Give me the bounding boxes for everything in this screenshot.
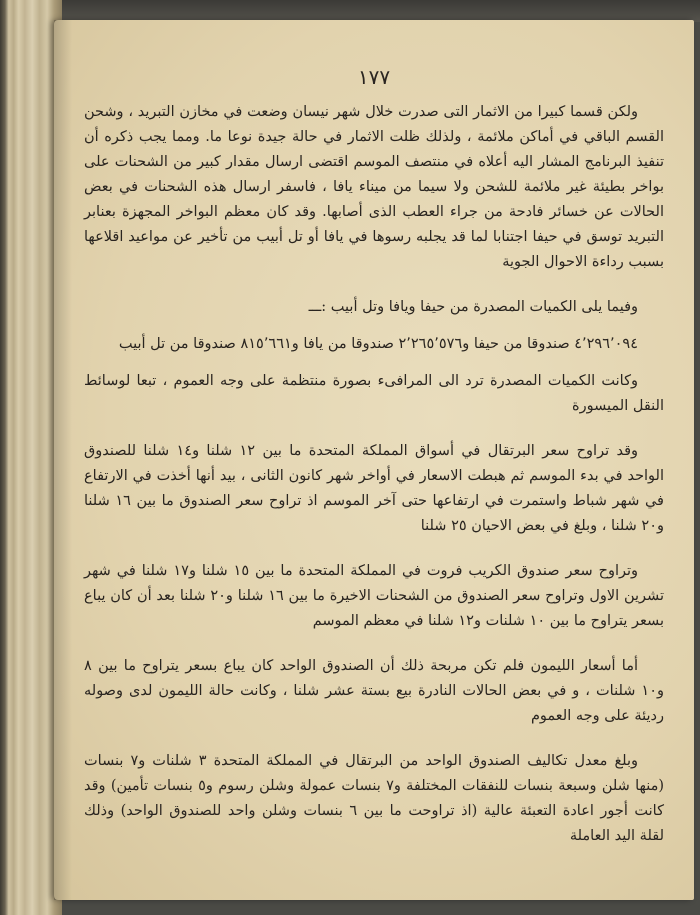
book-page-edges (0, 0, 62, 915)
paragraph-orange-prices: وقد تراوح سعر البرتقال في أسواق المملكة المتحدة ما بين ١٢ شلنا و١٤ شلنا للصندوق الواحد في بدء الموسم ثم هبطت الاسعار في أواخر شهر كانون الثانى ، بيد أنها أخذت في الارتفاع في شهر شباط واستمرت في ارتفاعها حتى آخر الموسم اذ تراوح سعر الصندوق ما بين ١٦ شلنا و٢٠ شلنا ، وبلغ في بعض الاحيان ٢٥ شلنا (84, 443, 664, 534)
paragraph-costs: وبلغ معدل تكاليف الصندوق الواحد من البرتقال في المملكة المتحدة ٣ شلنات و٧ بنسات (منها شلن وسبعة بنسات للنفقات المختلفة و٧ بنسات عمولة وشلن رسوم و٥ بنسات تأمين) وقد كانت أجور اعادة التعبئة عالية (اذ تراوحت ما بين ٦ بنسات وشلن واحد للصندوق الواحد) وذلك لقلة اليد العاملة (84, 753, 664, 844)
binding-top (0, 0, 700, 22)
book-page (54, 20, 694, 900)
paragraph-grapefruit-prices: وتراوح سعر صندوق الكريب فروت في المملكة المتحدة ما بين ١٥ شلنا و١٧ شلنا في شهر تشرين الاول وتراوح سعر الصندوق من الشحنات الاخيرة ما بين ١٦ شلنا و٢٠ شلنا بعد أن كان يباع بسعر يتراوح ما بين ١٠ شلنات و١٢ شلنا في معظم الموسم (84, 563, 664, 629)
page-number: ١٧٧ (357, 65, 391, 89)
paragraph-lemon-prices: أما أسعار الليمون فلم تكن مربحة ذلك أن الصندوق الواحد كان يباع بسعر يتراوح ما بين ٨ و١٠ شلنات ، و في بعض الحالات النادرة بيع بستة عشر شلنا ، وكانت حالة الليمون لدى وصوله رديئة على وجه العموم (84, 658, 664, 724)
paragraph-cold-storage: ولكن قسما كبيرا من الاثمار التى صدرت خلال شهر نيسان وضعت في مخازن التبريد ، وشحن القسم الباقي في أماكن ملائمة ، ولذلك ظلت الاثمار في حالة جيدة نوعا ما. ومما يجب ذكره أن تنفيذ البرنامج المشار اليه أعلاه في منتصف الموسم اقتضى ارسال مقدار كبير من الشحنات على بواخر بطيئة غير ملائمة للشحن ولا سيما من ميناء يافا ، فاسفر ارسال هذه الشحنات في بعض الحالات عن خسائر فادحة من جراء العطب الذى أصابها. وقد كان معظم البواخر المجهزة بعنابر التبريد توسق في حيفا اجتنابا لما قد يجلبه رسوها في يافا أو تل أبيب من تأخير عن مواعيد اقلاعها بسبب رداءة الاحوال الجوية (84, 104, 664, 270)
paragraph-quantities: ٤٬٢٩٦٬٠٩٤ صندوقا من حيفا و٢٬٢٦٥٬٥٧٦ صندوقا من يافا و٨١٥٬٦٦١ صندوقا من تل أبيب (118, 336, 638, 352)
paragraph-ports: وكانت الكميات المصدرة ترد الى المرافىء بصورة منتظمة على وجه العموم ، تبعا لوسائط النقل الميسورة (84, 373, 664, 414)
paragraph-quantities-intro: وفيما يلى الكميات المصدرة من حيفا ويافا وتل أبيب :ـــ (308, 299, 638, 315)
page-text (84, 100, 664, 849)
